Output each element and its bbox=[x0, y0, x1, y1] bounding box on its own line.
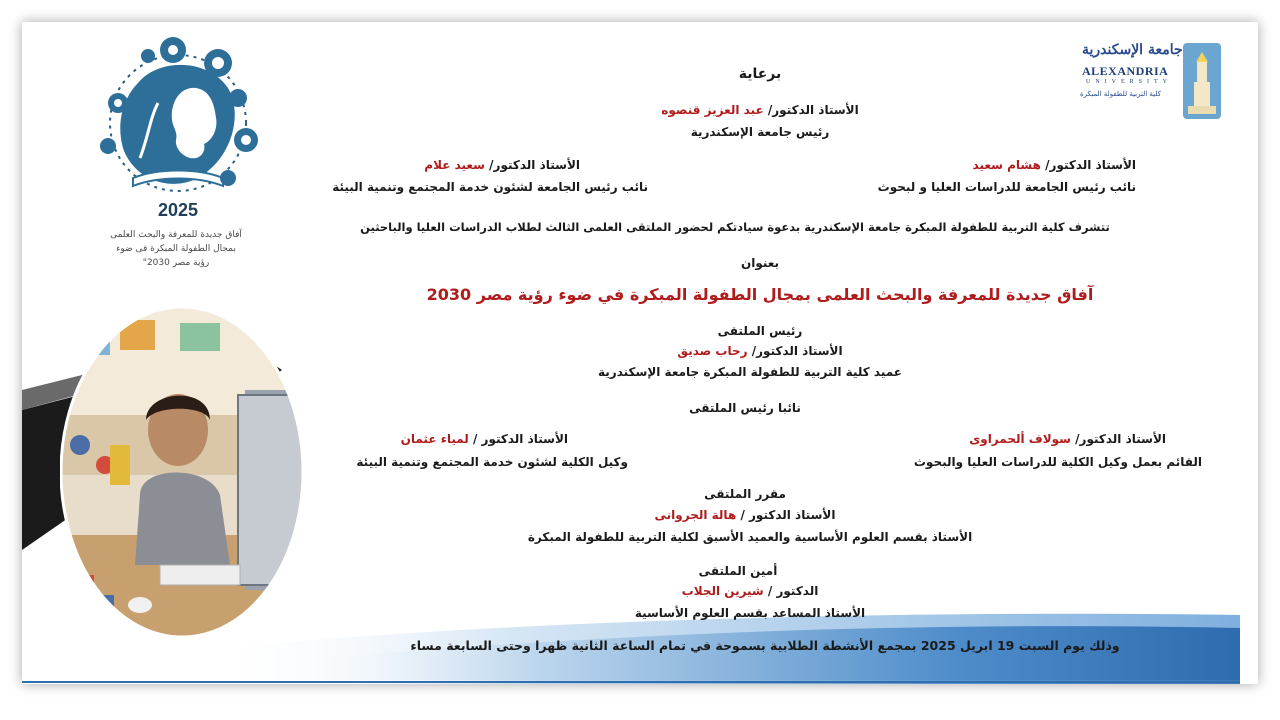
person-prefix: الأستاذ الدكتور / bbox=[740, 508, 836, 522]
vice-community-name: سعيد علام bbox=[424, 158, 485, 172]
forum-logo-caption-3: رؤية مصر 2030" bbox=[142, 258, 210, 268]
vice-community-role: نائب رئيس الجامعة لشئون خدمة المجتمع وتنمية البيئة bbox=[332, 180, 648, 194]
vice-forum-1-role: القائم بعمل وكيل الكلية للدراسات العليا والبحوث bbox=[913, 455, 1202, 469]
person-prefix: الأستاذ الدكتور/ bbox=[751, 344, 843, 358]
invitation-text: تتشرف كلية التربية للطفولة المبكرة جامعة الإسكندرية بدعوة سيادتكم لحضور الملتقى العلمى الثالث لطلاب الدراسات العليا والباحثين bbox=[360, 220, 1110, 234]
logo-arabic-name: جامعة الإسكندرية bbox=[1082, 42, 1183, 58]
person-prefix: الأستاذ الدكتور/ bbox=[767, 103, 859, 117]
vice-forum-2-role: وكيل الكلية لشئون خدمة المجتمع وتنمية البيئة bbox=[356, 455, 628, 469]
vice-graduate-name: هشام سعيد bbox=[972, 158, 1041, 172]
footer-date-text: وذلك يوم السبت 19 ابريل 2025 بمجمع الأنشطة الطلابية بسموحة في تمام الساعة الثانية ظهرا وحتى السابعة مساء bbox=[410, 638, 1120, 653]
forum-logo-caption-2: بمجال الطفولة المبكرة فى ضوء bbox=[116, 244, 236, 254]
lighthouse-icon bbox=[1182, 42, 1222, 120]
rapporteur-name: هالة الجروانى bbox=[654, 508, 737, 522]
university-president-line bbox=[661, 102, 858, 118]
forum-president-role: عميد كلية التربية للطفولة المبكرة جامعة الإسكندرية bbox=[598, 365, 902, 379]
secretary-line bbox=[682, 583, 819, 599]
person-prefix: الأستاذ الدكتور/ bbox=[1045, 158, 1136, 172]
rapporteur-role: الأستاذ بقسم العلوم الأساسية والعميد الأسبق لكلية التربية للطفولة المبكرة bbox=[527, 530, 973, 544]
vice-forum-2-line bbox=[401, 431, 568, 447]
university-president-role: رئيس جامعة الإسكندرية bbox=[690, 125, 830, 139]
forum-logo-caption-1: آفاق جديدة للمعرفة والبحث العلمى bbox=[110, 230, 242, 240]
rapporteur-heading: مقرر الملتقى bbox=[704, 487, 786, 501]
vice-community-line bbox=[424, 157, 580, 173]
forum-president-name: رحاب صديق bbox=[677, 344, 748, 358]
person-prefix: الأستاذ الدكتور/ bbox=[1075, 432, 1166, 446]
forum-title: آفاق جديدة للمعرفة والبحث العلمى بمجال الطفولة المبكرة في ضوء رؤية مصر 2030 bbox=[426, 285, 1094, 304]
forum-logo bbox=[78, 28, 278, 228]
logo-english-sub: UNIVERSITY bbox=[1086, 79, 1172, 85]
vice-forum-1-line bbox=[969, 431, 1166, 447]
vice-graduate-line bbox=[973, 157, 1136, 173]
vice-forum-2-name: لمياء عثمان bbox=[400, 432, 469, 446]
secretary-heading: أمين الملتقى bbox=[698, 564, 778, 578]
person-prefix: الدكتور / bbox=[767, 584, 819, 598]
rapporteur-line bbox=[655, 507, 836, 523]
child-at-computer-image bbox=[60, 305, 305, 640]
forum-president-line bbox=[677, 343, 842, 359]
vice-forum-1-name: سولاف ألحمراوى bbox=[969, 432, 1071, 446]
sponsor-heading: برعاية bbox=[738, 66, 782, 82]
university-president-name: عبد العزيز قنصوه bbox=[661, 103, 764, 117]
forum-logo-year: 2025 bbox=[157, 200, 199, 220]
secretary-role: الأستاذ المساعد بقسم العلوم الأساسية bbox=[634, 606, 866, 620]
title-heading: بعنوان bbox=[740, 256, 780, 270]
secretary-name: شيرين الجلاب bbox=[681, 584, 764, 598]
vice-forum-heading: نائبا رئيس الملتقى bbox=[689, 401, 801, 415]
forum-president-heading: رئيس الملتقى bbox=[717, 324, 803, 338]
person-prefix: الأستاذ الدكتور / bbox=[472, 432, 568, 446]
vice-graduate-role: نائب رئيس الجامعة للدراسات العليا و لبحوث bbox=[877, 180, 1136, 194]
logo-english-name: ALEXANDRIA bbox=[1082, 64, 1169, 78]
alexandria-university-logo bbox=[1078, 40, 1226, 122]
person-prefix: الأستاذ الدكتور/ bbox=[489, 158, 580, 172]
logo-faculty-name: كلية التربية للطفولة المبكرة bbox=[1080, 90, 1161, 98]
